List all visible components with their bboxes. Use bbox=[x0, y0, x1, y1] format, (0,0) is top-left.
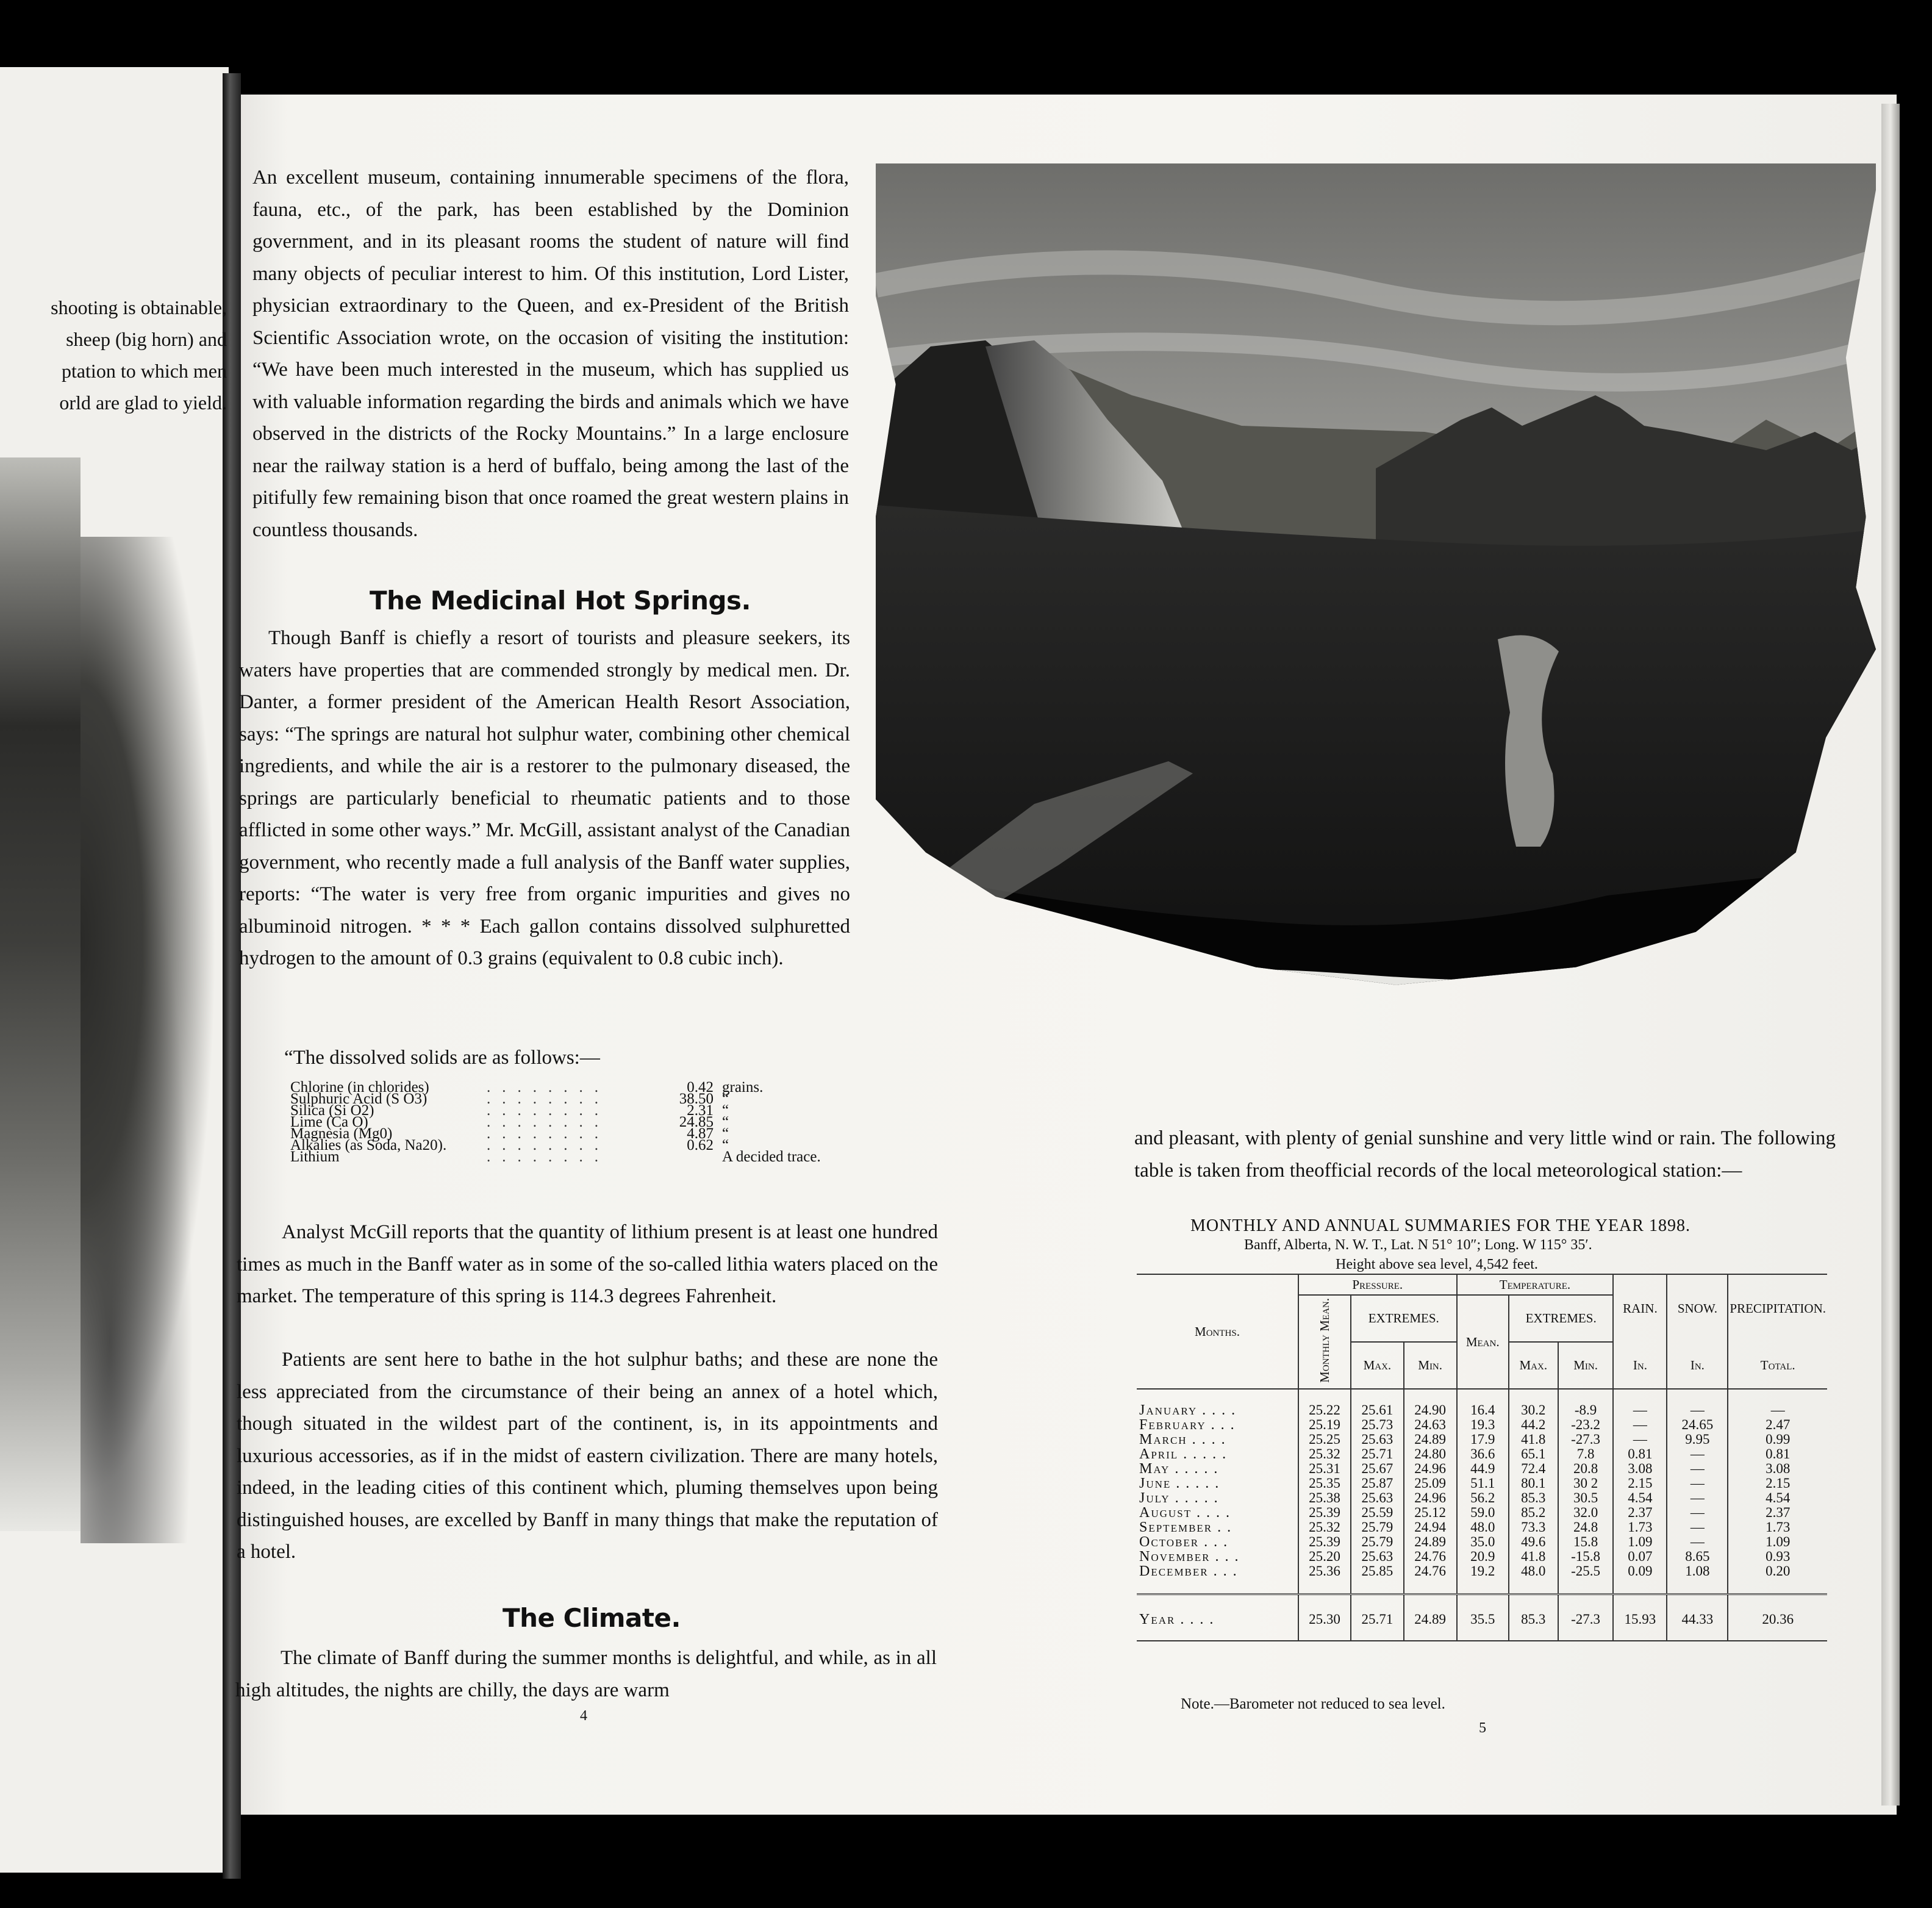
solid-unit: A decided trace. bbox=[722, 1149, 821, 1165]
cell-t-min: -15.8 bbox=[1558, 1549, 1614, 1564]
page-number-right: 5 bbox=[1479, 1720, 1486, 1736]
cell-t-min: 32.0 bbox=[1558, 1505, 1614, 1520]
cell-t-mean: 48.0 bbox=[1457, 1520, 1509, 1535]
cell-snow: — bbox=[1667, 1535, 1728, 1549]
spacer-cell bbox=[1613, 1579, 1667, 1594]
leader-dots: ........ bbox=[487, 1151, 610, 1163]
cell-snow: — bbox=[1667, 1491, 1728, 1505]
cell-t-max: 41.8 bbox=[1509, 1549, 1558, 1564]
spacer-cell bbox=[1667, 1579, 1728, 1594]
leader-dots: ........ bbox=[487, 1128, 610, 1139]
solid-name: Chlorine (in chlorides) bbox=[290, 1079, 429, 1096]
left-line: sheep (big horn) and bbox=[66, 328, 227, 350]
cell-rain: 15.93 bbox=[1613, 1594, 1667, 1641]
met-table-location: Banff, Alberta, N. W. T., Lat. N 51° 10″; Long. W 115° 35′. bbox=[1244, 1237, 1592, 1253]
left-line: ptation to which men bbox=[61, 360, 227, 382]
solid-row bbox=[290, 1151, 827, 1163]
cell-total: 1.73 bbox=[1728, 1520, 1827, 1535]
header-pressure-max: Max. bbox=[1351, 1342, 1404, 1389]
cell-rain: — bbox=[1613, 1389, 1667, 1418]
cell-p-mean: 25.25 bbox=[1298, 1432, 1351, 1447]
cell-p-min: 24.89 bbox=[1404, 1432, 1457, 1447]
cell-snow: 24.65 bbox=[1667, 1418, 1728, 1432]
header-precipitation: PRECIPITATION. bbox=[1728, 1274, 1827, 1342]
spacer-cell bbox=[1457, 1579, 1509, 1594]
climate-continuation: and pleasant, with plenty of genial sunshine and very little wind or rain. The following table is taken from theofficial records of the local meteorological station:— bbox=[1134, 1127, 1836, 1182]
cell-month: October . . . bbox=[1139, 1533, 1229, 1550]
cell-snow: — bbox=[1667, 1389, 1728, 1418]
cell-t-mean: 19.2 bbox=[1457, 1564, 1509, 1579]
cell-rain: — bbox=[1613, 1432, 1667, 1447]
table-spacer bbox=[1137, 1579, 1827, 1594]
cell-p-max: 25.79 bbox=[1351, 1520, 1404, 1535]
cell-t-min: 24.8 bbox=[1558, 1520, 1614, 1535]
solid-value: 38.50 bbox=[679, 1091, 714, 1107]
spacer-cell bbox=[1509, 1579, 1558, 1594]
cell-rain: 2.15 bbox=[1613, 1476, 1667, 1491]
cell-rain: 2.37 bbox=[1613, 1505, 1667, 1520]
spacer-cell bbox=[1298, 1579, 1351, 1594]
cell-p-min: 25.12 bbox=[1404, 1505, 1457, 1520]
cell-t-min: -25.5 bbox=[1558, 1564, 1614, 1579]
cell-rain: 0.81 bbox=[1613, 1447, 1667, 1461]
table-row bbox=[1137, 1447, 1827, 1461]
cell-rain: 1.73 bbox=[1613, 1520, 1667, 1535]
cell-p-max: 25.61 bbox=[1351, 1389, 1404, 1418]
cell-t-mean: 17.9 bbox=[1457, 1432, 1509, 1447]
cell-month: November . . . bbox=[1139, 1548, 1240, 1565]
cell-p-min: 24.96 bbox=[1404, 1491, 1457, 1505]
leader-dots: ........ bbox=[487, 1081, 610, 1093]
table-row-year bbox=[1137, 1594, 1827, 1641]
met-table-note: Note.—Barometer not reduced to sea level. bbox=[1181, 1696, 1445, 1712]
springs-heading: The Medicinal Hot Springs. bbox=[370, 586, 751, 615]
cell-t-min: -23.2 bbox=[1558, 1418, 1614, 1432]
cell-p-mean: 25.32 bbox=[1298, 1520, 1351, 1535]
cell-p-mean: 25.30 bbox=[1298, 1594, 1351, 1641]
header-temp-max: Max. bbox=[1509, 1342, 1558, 1389]
cell-p-min: 24.89 bbox=[1404, 1535, 1457, 1549]
cell-t-mean: 44.9 bbox=[1457, 1461, 1509, 1476]
cell-p-max: 25.73 bbox=[1351, 1418, 1404, 1432]
solid-value: 24.85 bbox=[679, 1114, 714, 1130]
cell-month: March . . . . bbox=[1139, 1431, 1226, 1447]
cell-t-mean: 56.2 bbox=[1457, 1491, 1509, 1505]
cell-t-max: 30.2 bbox=[1509, 1389, 1558, 1418]
cell-p-min: 24.89 bbox=[1404, 1594, 1457, 1641]
cell-p-mean: 25.36 bbox=[1298, 1564, 1351, 1579]
met-table bbox=[1137, 1274, 1827, 1641]
cell-p-mean: 25.20 bbox=[1298, 1549, 1351, 1564]
cell-snow: — bbox=[1667, 1520, 1728, 1535]
solid-name: Magnesia (Mg0) bbox=[290, 1125, 393, 1142]
cell-total: 2.37 bbox=[1728, 1505, 1827, 1520]
cell-snow: — bbox=[1667, 1505, 1728, 1520]
cell-t-max: 41.8 bbox=[1509, 1432, 1558, 1447]
header-snow-in: In. bbox=[1667, 1342, 1728, 1389]
cell-p-min: 24.63 bbox=[1404, 1418, 1457, 1432]
header-pressure-min: Min. bbox=[1404, 1342, 1457, 1389]
table-row bbox=[1137, 1535, 1827, 1549]
page-edge bbox=[1881, 104, 1900, 1806]
cell-month: Year . . . . bbox=[1137, 1594, 1298, 1641]
left-page-photo bbox=[0, 457, 80, 1531]
solid-name: Sulphuric Acid (S O3) bbox=[290, 1091, 428, 1107]
cell-p-min: 25.09 bbox=[1404, 1476, 1457, 1491]
cell-snow: — bbox=[1667, 1476, 1728, 1491]
left-page-photo-trees bbox=[80, 537, 227, 1543]
cell-rain: 1.09 bbox=[1613, 1535, 1667, 1549]
header-temp-extremes: EXTREMES. bbox=[1509, 1295, 1614, 1342]
left-line: shooting is obtainable, bbox=[51, 296, 227, 318]
cell-p-min: 24.96 bbox=[1404, 1461, 1457, 1476]
cell-p-max: 25.71 bbox=[1351, 1447, 1404, 1461]
spacer-cell bbox=[1404, 1579, 1457, 1594]
cell-p-min: 24.76 bbox=[1404, 1564, 1457, 1579]
solid-name: Lithium bbox=[290, 1149, 340, 1165]
solid-value bbox=[671, 1151, 714, 1163]
cell-t-max: 48.0 bbox=[1509, 1564, 1558, 1579]
header-rain: RAIN. bbox=[1613, 1274, 1667, 1342]
cell-p-mean: 25.19 bbox=[1298, 1418, 1351, 1432]
cell-rain: 4.54 bbox=[1613, 1491, 1667, 1505]
leader-dots: ........ bbox=[487, 1116, 610, 1128]
patients-paragraph: Patients are sent here to bathe in the hot sulphur baths; and these are none the less appreciated from the circumstance of their being an annex of a hotel which, though situated in the wildest part of the continent, is, in its appointments and luxurious accessories, as if in the midst of eastern civilization. There are many hotels, indeed, in the leading cities of this continent which, pluming themselves upon being distinguished houses, are excelled by Banff in many things that make the reputation of a hotel. bbox=[237, 1349, 938, 1563]
solid-value: 0.62 bbox=[687, 1137, 714, 1153]
table-row bbox=[1137, 1564, 1827, 1579]
solid-unit: “ bbox=[722, 1125, 729, 1142]
cell-month: December . . . bbox=[1139, 1563, 1238, 1579]
cell-total: — bbox=[1728, 1389, 1827, 1418]
cell-total: 3.08 bbox=[1728, 1461, 1827, 1476]
leader-dots: ........ bbox=[487, 1105, 610, 1116]
solid-unit: “ bbox=[722, 1091, 729, 1107]
cell-p-max: 25.63 bbox=[1351, 1491, 1404, 1505]
cell-month: February . . . bbox=[1139, 1416, 1236, 1433]
springs-paragraph: Though Banff is chiefly a resort of tourists and pleasure seekers, its waters have properties that are commended strongly by medical men. Dr. Danter, a former president of the American Health Resort Association, says: “The springs are natural hot sulphur water, combining other chemical ingredients, and while the air is a restorer to the pulmonary diseased, the springs are particularly beneficial to rheumatic patients and to those afflicted in some other ways.” Mr. McGill, assistant analyst of the Canadian government, who recently made a full analysis of the Banff water supplies, reports: “The water is very free from organic impurities and gives no albuminoid nitrogen. * * * Each gallon contains dissolved sulphuretted hydrogen to the amount of 0.3 grains (equivalent to 0.8 cubic inch). bbox=[239, 627, 850, 969]
left-line: orld are glad to yield. bbox=[59, 392, 227, 414]
climate-paragraph: The climate of Banff during the summer months is delightful, and while, as in all high altitudes, the nights are chilly, the days are warm bbox=[235, 1647, 937, 1701]
met-table-body bbox=[1137, 1389, 1827, 1641]
cell-t-max: 73.3 bbox=[1509, 1520, 1558, 1535]
solid-value: 4.87 bbox=[687, 1125, 714, 1142]
table-row bbox=[1137, 1491, 1827, 1505]
table-row bbox=[1137, 1418, 1827, 1432]
cell-p-min: 24.90 bbox=[1404, 1389, 1457, 1418]
cell-t-min: 15.8 bbox=[1558, 1535, 1614, 1549]
table-row bbox=[1137, 1520, 1827, 1535]
header-snow: SNOW. bbox=[1667, 1274, 1728, 1342]
solid-name: Lime (Ca O) bbox=[290, 1114, 368, 1130]
cell-p-max: 25.85 bbox=[1351, 1564, 1404, 1579]
cell-p-mean: 25.31 bbox=[1298, 1461, 1351, 1476]
cell-snow: — bbox=[1667, 1461, 1728, 1476]
cell-t-mean: 51.1 bbox=[1457, 1476, 1509, 1491]
cell-total: 20.36 bbox=[1728, 1594, 1827, 1641]
cell-snow: 1.08 bbox=[1667, 1564, 1728, 1579]
solids-table bbox=[290, 1081, 827, 1163]
leader-dots: ........ bbox=[487, 1139, 610, 1151]
cell-p-max: 25.63 bbox=[1351, 1432, 1404, 1447]
cell-t-min: -27.3 bbox=[1558, 1594, 1614, 1641]
header-monthly-mean: Monthly Mean. bbox=[1317, 1298, 1332, 1383]
cell-t-mean: 35.5 bbox=[1457, 1594, 1509, 1641]
cell-t-mean: 20.9 bbox=[1457, 1549, 1509, 1564]
mcgill-paragraph: Analyst McGill reports that the quantity of lithium present is at least one hundred times as much in the Banff water as in some of the so-called lithia waters placed on the market. The temperature of this spring is 114.3 degrees Fahrenheit. bbox=[237, 1221, 938, 1307]
cell-month: January . . . . bbox=[1139, 1402, 1237, 1418]
cell-t-mean: 59.0 bbox=[1457, 1505, 1509, 1520]
cell-t-min: -27.3 bbox=[1558, 1432, 1614, 1447]
table-row bbox=[1137, 1476, 1827, 1491]
cell-month: April . . . . . bbox=[1139, 1446, 1228, 1462]
cell-snow: 9.95 bbox=[1667, 1432, 1728, 1447]
cell-p-max: 25.79 bbox=[1351, 1535, 1404, 1549]
cell-p-mean: 25.35 bbox=[1298, 1476, 1351, 1491]
table-row bbox=[1137, 1432, 1827, 1447]
cell-p-max: 25.71 bbox=[1351, 1594, 1404, 1641]
solid-row bbox=[290, 1102, 827, 1119]
cell-t-min: -8.9 bbox=[1558, 1389, 1614, 1418]
header-pressure-extremes: EXTREMES. bbox=[1351, 1295, 1457, 1342]
cell-t-min: 7.8 bbox=[1558, 1447, 1614, 1461]
cell-p-max: 25.63 bbox=[1351, 1549, 1404, 1564]
cell-t-mean: 35.0 bbox=[1457, 1535, 1509, 1549]
cell-snow: 44.33 bbox=[1667, 1594, 1728, 1641]
page-number-left: 4 bbox=[580, 1708, 587, 1724]
cell-t-max: 44.2 bbox=[1509, 1418, 1558, 1432]
solid-value: 0.42 bbox=[687, 1079, 714, 1096]
solids-intro: “The dissolved solids are as follows:— bbox=[284, 1047, 600, 1069]
cell-p-max: 25.87 bbox=[1351, 1476, 1404, 1491]
header-temp-mean: Mean. bbox=[1457, 1295, 1509, 1389]
met-table-title: MONTHLY AND ANNUAL SUMMARIES FOR THE YEAR 1898. bbox=[1190, 1216, 1690, 1235]
header-temperature: Temperature. bbox=[1457, 1274, 1614, 1295]
cell-t-min: 30.5 bbox=[1558, 1491, 1614, 1505]
cell-total: 0.81 bbox=[1728, 1447, 1827, 1461]
cell-month: July . . . . . bbox=[1139, 1490, 1219, 1506]
cell-total: 4.54 bbox=[1728, 1491, 1827, 1505]
cell-t-max: 85.2 bbox=[1509, 1505, 1558, 1520]
cell-p-mean: 25.39 bbox=[1298, 1535, 1351, 1549]
cell-rain: 3.08 bbox=[1613, 1461, 1667, 1476]
table-row bbox=[1137, 1461, 1827, 1476]
cell-p-max: 25.59 bbox=[1351, 1505, 1404, 1520]
cell-rain: — bbox=[1613, 1418, 1667, 1432]
cell-p-mean: 25.39 bbox=[1298, 1505, 1351, 1520]
solid-unit: “ bbox=[722, 1102, 729, 1119]
solid-name: Silica (Si O2) bbox=[290, 1102, 374, 1119]
cell-p-min: 24.94 bbox=[1404, 1520, 1457, 1535]
header-rain-in: In. bbox=[1613, 1342, 1667, 1389]
spacer-cell bbox=[1558, 1579, 1614, 1594]
cell-p-mean: 25.38 bbox=[1298, 1491, 1351, 1505]
header-months: Months. bbox=[1195, 1324, 1240, 1339]
cell-t-mean: 36.6 bbox=[1457, 1447, 1509, 1461]
solid-name: Alkalies (as Soda, Na20). bbox=[290, 1137, 447, 1153]
left-page-text bbox=[0, 292, 227, 418]
leader-dots: ........ bbox=[487, 1093, 610, 1105]
cell-t-max: 85.3 bbox=[1509, 1594, 1558, 1641]
table-row bbox=[1137, 1505, 1827, 1520]
cell-t-max: 85.3 bbox=[1509, 1491, 1558, 1505]
cell-t-min: 20.8 bbox=[1558, 1461, 1614, 1476]
museum-paragraph: An excellent museum, containing innumerable specimens of the flora, fauna, etc., of the park, has been established by the Dominion government, and in its pleasant rooms the student of nature will find many objects of peculiar interest to him. Of this institution, Lord Lister, physician extraordinary to the Queen, and ex-President of the British Scientific Association wrote, on the occasion of visiting the institution: “We have been much interested in the museum, which has supplied us with valuable information regarding the birds and animals which we have observed in the districts of the Rocky Mountains.” In a large enclosure near the railway station is a herd of buffalo, being among the last of the pitifully few remaining bison that once roamed the great western plains in countless thousands. bbox=[252, 167, 849, 541]
header-precip-total: Total. bbox=[1728, 1342, 1827, 1389]
cell-total: 0.20 bbox=[1728, 1564, 1827, 1579]
cell-t-mean: 16.4 bbox=[1457, 1389, 1509, 1418]
cell-total: 2.47 bbox=[1728, 1418, 1827, 1432]
met-table-elevation: Height above sea level, 4,542 feet. bbox=[1336, 1257, 1538, 1272]
table-row bbox=[1137, 1549, 1827, 1564]
climate-heading: The Climate. bbox=[503, 1603, 681, 1633]
cell-t-max: 49.6 bbox=[1509, 1535, 1558, 1549]
cell-t-max: 65.1 bbox=[1509, 1447, 1558, 1461]
solid-unit: grains. bbox=[722, 1079, 764, 1096]
cell-snow: — bbox=[1667, 1447, 1728, 1461]
cell-p-max: 25.67 bbox=[1351, 1461, 1404, 1476]
cell-month: September . . bbox=[1139, 1519, 1233, 1535]
solid-unit: “ bbox=[722, 1114, 729, 1130]
cell-p-mean: 25.32 bbox=[1298, 1447, 1351, 1461]
spacer-cell bbox=[1728, 1579, 1827, 1594]
cell-rain: 0.09 bbox=[1613, 1564, 1667, 1579]
cell-t-min: 30 2 bbox=[1558, 1476, 1614, 1491]
cell-p-min: 24.80 bbox=[1404, 1447, 1457, 1461]
solid-value: 2.31 bbox=[687, 1102, 714, 1119]
cell-month: May . . . . . bbox=[1139, 1460, 1219, 1477]
cell-month: June . . . . . bbox=[1139, 1475, 1220, 1491]
cell-t-max: 80.1 bbox=[1509, 1476, 1558, 1491]
cell-p-mean: 25.22 bbox=[1298, 1389, 1351, 1418]
header-temp-min: Min. bbox=[1558, 1342, 1614, 1389]
cell-total: 1.09 bbox=[1728, 1535, 1827, 1549]
spacer-cell bbox=[1351, 1579, 1404, 1594]
cell-total: 2.15 bbox=[1728, 1476, 1827, 1491]
cell-t-max: 72.4 bbox=[1509, 1461, 1558, 1476]
header-pressure: Pressure. bbox=[1298, 1274, 1457, 1295]
cell-snow: 8.65 bbox=[1667, 1549, 1728, 1564]
spacer-cell bbox=[1137, 1579, 1298, 1594]
cell-rain: 0.07 bbox=[1613, 1549, 1667, 1564]
cell-total: 0.99 bbox=[1728, 1432, 1827, 1447]
solid-unit: “ bbox=[722, 1137, 729, 1153]
table-row bbox=[1137, 1389, 1827, 1418]
cell-p-min: 24.76 bbox=[1404, 1549, 1457, 1564]
cell-month: August . . . . bbox=[1139, 1504, 1231, 1521]
cell-t-mean: 19.3 bbox=[1457, 1418, 1509, 1432]
cell-total: 0.93 bbox=[1728, 1549, 1827, 1564]
